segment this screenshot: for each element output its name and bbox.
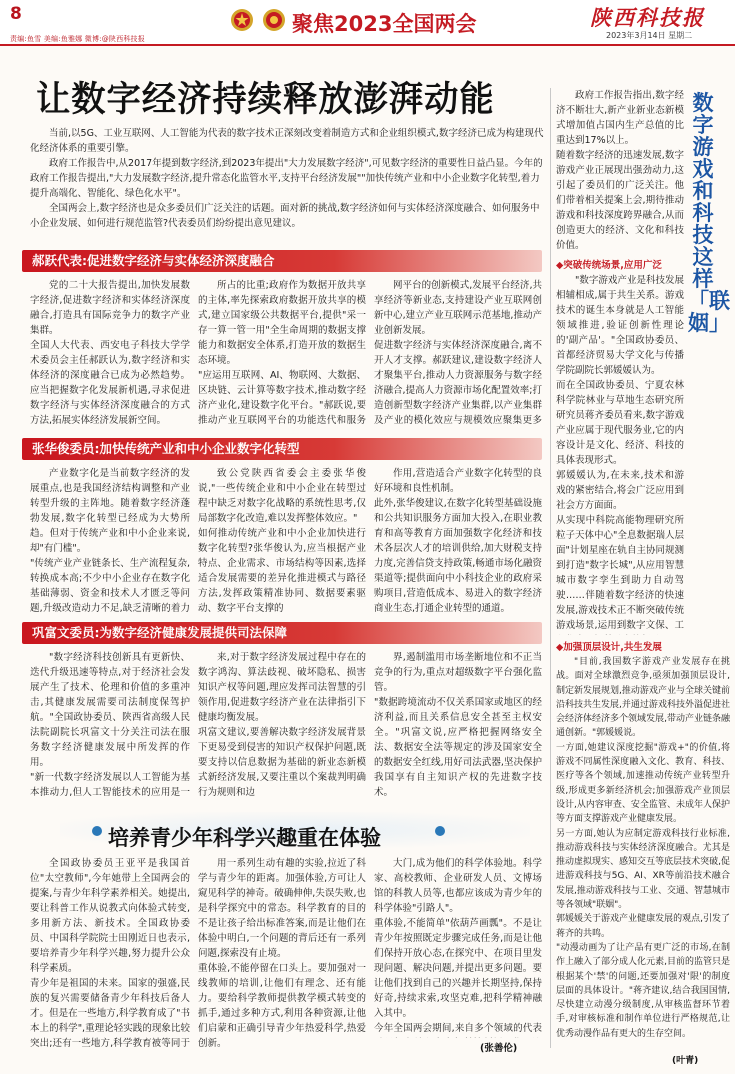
- lead-paragraph: 全国两会上,数字经济也是众多委员们广泛关注的话题。面对新的挑战,数字经济如何与实体经济深度融合、如何服务中小企业发展、如何进行规范监管?代表委员们纷纷提出意见建议。: [30, 203, 540, 229]
- right-article-body: "目前,我国数字游戏产业发展存在挑战。面对全球激烈竞争,亟须加强顶层设计,制定新发展规划,推动游戏产业与全球关键前沿科技共生发展,并通过游戏科技外溢促进社会经济体经济多个领域发展,带动产业链条融通创新。"郭媛媛说。 一方面,她建议深度挖掘"游戏+"的价值,将游戏不同属性深度融入文化、教育、科技、医疗等各个领域,加速推动传统产业转型升级,形成更多新经济机会;加强游戏产业顶层设计,从内容审查、安全监管、未成年人保护等方面支撑游戏产业健康发展。 另一方面,她认为应制定游戏科技行业标准,推动游戏科技与实体经济深度融合。尤其是推动虚拟现实、感知交互等底层技术突破,促进游戏科技与5G、AI、XR等前沿技术融合发展,推动游戏科技与工业、交通、智慧城市等各领域"联姻"。 郭媛媛关于游戏产业健康发展的观点,引发了蒋齐的共鸣。 "动漫动画为了让产品有更广泛的市场,在制作上融入了部分成人化元素,目前的监管只是根据某个'禁'的问题,还要加强对'限'的制度层面的具体设计。"蒋齐建议,结合我国国情,尽快建立动漫分级制度,从审核监督环节着手,对审核标准和制作单位进行严格规范,让优秀动漫作品有更大的生存空间。: [556, 657, 730, 1039]
- article-column: 所占的比重;政府作为数据开放共享的主体,率先探索政府数据开放共享的模式,建立国家级公共数据平台,提供"采一存一算一管一用"全生命周期的数据支撑能力和数据安全体系,打造开放的数据生态环境。 "应运用互联网、AI、物联网、大数据、区块链、云计算等数字技术,推动数字经济产业化,建设数字化平台。"郝跃说,要推动产业互联网平台的功能迭代和服务: [198, 280, 366, 426]
- national-emblem-icon: [230, 8, 254, 34]
- section-heading: 张华俊委员:加快传统产业和中小企业数字化转型: [22, 438, 542, 460]
- article-column: "数字经济科技创新具有更新快、迭代升级迅速等特点,对于经济社会发展产生了技术、伦理和价值的多重冲击,其健康发展需要司法制度保驾护航。"全国政协委员、陕西省高级人民法院副院长巩富文十分关注司法在服务数字经济健康发展中所发挥的作用。 "新一代数字经济发展以人工智能为基本推动力,但人工智能技术的应用是一: [30, 652, 190, 798]
- article-column: 用一系列生动有趣的实验,拉近了科学与青少年的距离。加强体验,方可让人窥见科学的神奇。破确伸伸,失误失败,也是科学探究中的常态。科学教育的目的不是让孩子给出标准答案,而是让他们在体验中明白,一个问题的背后还有一系列问题,探索没有止境。 重体验,不能停留在口头上。要加强对一线教师的培训,让他们有理念、还有能力。要给科学教师提供教学模式转变的抓手,通过多种方式,利用各种资源,让他们启蒙和正确引导青少年热爱科学,热爱创新。: [198, 858, 366, 1049]
- article-column: 网平台的创新模式,发展平台经济,共享经济等新业态,支持建设产业互联网创新中心,建立产业互联网示范基地,推动产业创新发展。 促进数字经济与实体经济深度融合,离不开人才支撑。郝跃建议,建设数字经济人才聚集平台,推动人力资源服务与数字经济融合,提高人力资源市场化配置效率;打造创新型数字经济产业集群,以产业集群及产业的模化效应与规模效应聚集更多: [374, 280, 542, 426]
- lead-paragraph: 政府工作报告中,从2017年提到数字经济,到2023年提出"大力发展数字经济",可见数字经济的重要性日益凸显。今年的政府工作报告提出,"大力发展数字经济,提升常态化监管水平,支持平台经济发展""加快传统产业和中小企业数字化转型,着力提升高端化、智能化、绿色化水平"。: [30, 158, 543, 199]
- issue-date: 2023年3月14日 星期二: [606, 31, 693, 40]
- right-article-intro: 政府工作报告指出,数字经济不断壮大,新产业新业态新模式增加值占国内生产总值的比重达到17%以上。 随着数字经济的迅速发展,数字游戏产业正展现出强劲动力,这引起了委员们的广泛关注。他们带着相关提案上会,期待推动游戏和科技深度跨界融合,从而创造更大的经济、文化和科技价值。: [556, 90, 684, 251]
- right-article-body: "数字游戏产业是科技发展相辅相成,属于共生关系。游戏技术的诞生本身就是人工智能领域推进,验证创新性理论的'副产品'。"全国政协委员、首都经济贸易大学文化与传播学院副院长郭媛媛认为。 而在全国政协委员、宁夏农林科学院林业与草地生态研究所研究员蒋齐委员看来,数字游戏产业应属于现代服务业,它的内容设计是文化、经济、科技的具体表现形式。 郭媛媛认为,在未来,技术和游戏的紧密结合,将会广泛应用到社会方方面面。 从实现中科院高能物理研究所粒子天体中心"全息数据瑞人层面"计划星座在轨自主协同规测到打造"数字长城",从应用智慧城市数字孪生到助力自动驾驶……伴随着数字经济的快速发展,游戏技术正不断突破传统游戏场景,运用到数字文保、工: [556, 275, 684, 631]
- lead-paragraph: 当前,以5G、工业互联网、人工智能为代表的数字技术正深刻改变着制造方式和企业组织模式,数字经济已成为构建现代化经济体系的重要引擎。: [30, 128, 544, 154]
- article-column: 产业数字化是当前数字经济的发展重点,也是我国经济结构调整和产业转型升级的主阵地。随着数字经济蓬勃发展,数字化转型已经成为大势所趋。但对于传统产业和中小企业来说,却"有门槛"。 "传统产业产业链条长、生产流程复杂,转换成本高;不少中小企业存在数字化基础薄弱、资金和技术人才匮乏等问题,升级改造动力不足,缺乏清晰的着力: [30, 468, 190, 612]
- header-rule: [0, 44, 735, 46]
- article-column: 致公党陕西省委会主委张华俊说,"一些传统企业和中小企业在转型过程中缺乏对数字化战略的系统性思考,仅局部数字化改造,难以发挥整体效应。" 如何推动传统产业和中小企业加快进行数字化转型?张华俊认为,应当根据产业特点、企业需求、市场结构等因素,选择适合发展需要的差异化推进模式与路径方法,发挥政策精准协同、数据要素驱动、数字平台支撑的: [198, 468, 366, 612]
- decorative-dot-icon: [92, 826, 102, 836]
- cppcc-emblem-icon: [262, 8, 286, 34]
- section-title: 聚焦2023全国两会: [292, 12, 477, 36]
- article-column: 作用,营造适合产业数字化转型的良好环境和良性机制。 此外,张华俊建议,在数字化转型基础设施和公共知识服务方面加大投入,在职业教育和高等教育方面加强数字化经济和技术各层次人才的培训供给,加大财税支持力度,完善信贷支持政策,畅通市场化融资渠道等;提供面向中小科技企业的政府采购项目,营造低成本、易进入的数字经济商业生态,打通企业转型的通道。: [374, 468, 542, 612]
- section-heading: 巩富文委员:为数字经济健康发展提供司法保障: [22, 622, 542, 644]
- column-divider: [550, 88, 551, 1048]
- right-article-subheading: ◆突破传统场景,应用广泛: [556, 260, 662, 271]
- article-column: 界,遏制滥用市场垄断地位和不正当竞争的行为,重点对超级数字平台强化监管。 "数据跨境流动不仅关系国家或地区的经济利益,而且关系信息安全甚至主权安全。"巩富文说,应严格把握网络安全法、数据安全法等规定的涉及国家安全的数据安全红线,用好司法武器,坚决保护我国享有自主知识产权的先进数字技术。: [374, 652, 542, 798]
- byline: (叶青): [672, 1056, 699, 1066]
- page-number: 8: [10, 4, 22, 24]
- decorative-dot-icon: [435, 826, 445, 836]
- main-headline: 让数字经济持续释放澎湃动能: [36, 80, 495, 120]
- right-article-subheading: ◆加强顶层设计,共生发展: [556, 642, 662, 653]
- byline: (张善伦): [480, 1043, 518, 1054]
- article-column: 全国政协委员王亚平是我国首位"太空教师",今年她带上全国两会的提案,与青少年科学素养相关。她提出,要让科普工作从说教式向体验式转变,多用新方法、新技术。全国政协委员、中国科学院院士田刚近日也表示,要培养青少年科学兴趣,努力提升公众科学素质。 青少年是祖国的未来。国家的强盛,民族的复兴需要储备青少年科技后备人才。但是在一些地方,科学教育成了"书本上的科学",重理论轻实践的现象比较突出;还有一些地方,科学教育被等同于: [30, 858, 190, 1049]
- article-column: 党的二十大报告提出,加快发展数字经济,促进数字经济和实体经济深度融合,打造具有国际竞争力的数字产业集群。 全国人大代表、西安电子科技大学学术委员会主任郝跃认为,数字经济和实体经济的深度融合已成为必然趋势。应当把握数字化发展新机遇,寻求促进数字经济与实体经济深度融合的方式方法,拓展实体经济发展新空间。: [30, 280, 190, 426]
- right-article-title: 数字游戏和科技这样「联姻」: [688, 91, 730, 335]
- article-column: 大门,成为他们的科学体验地。科学家、高校教师、企业研发人员、文博场馆的科教人员等,也都应该成为青少年的科学体验"引路人"。 重体验,不能简单"依葫芦画瓢"。不是让青少年按照既定步骤完成任务,而是让他们保持开放心态,在探究中、在项目里发现问题、解决问题,并提出更多问题。要让他们找到自己的兴趣并长期坚持,保持好奇,持续求索,攻坚克难,把科学精神融入其中。 今年全国两会期间,来自多个领域的代表: [374, 858, 542, 1034]
- article-column: 来,对于数字经济发展过程中存在的数字鸿沟、算法歧视、破坏隐私、损害知识产权等问题,理应发挥司法智慧的引领作用,促进数字经济产业在法律指引下健康均衡发展。 巩富文建议,要善解决数字经济发展背景下更易受到侵害的知识产权保护问题,既要支持以信息数据为基础的新业态新模式新经济发展,又要注重以个案裁判明确行为规则和边: [198, 652, 366, 798]
- newspaper-logo: 陕西科技报: [590, 5, 705, 30]
- section-heading: 郝跃代表:促进数字经济与实体经济深度融合: [22, 250, 542, 272]
- bottom-headline: 培养青少年科学兴趣重在体验: [108, 826, 381, 850]
- staff-credits: 责编:鱼雪 美编:鱼雅娜 微博:@陕西科技报: [10, 35, 145, 43]
